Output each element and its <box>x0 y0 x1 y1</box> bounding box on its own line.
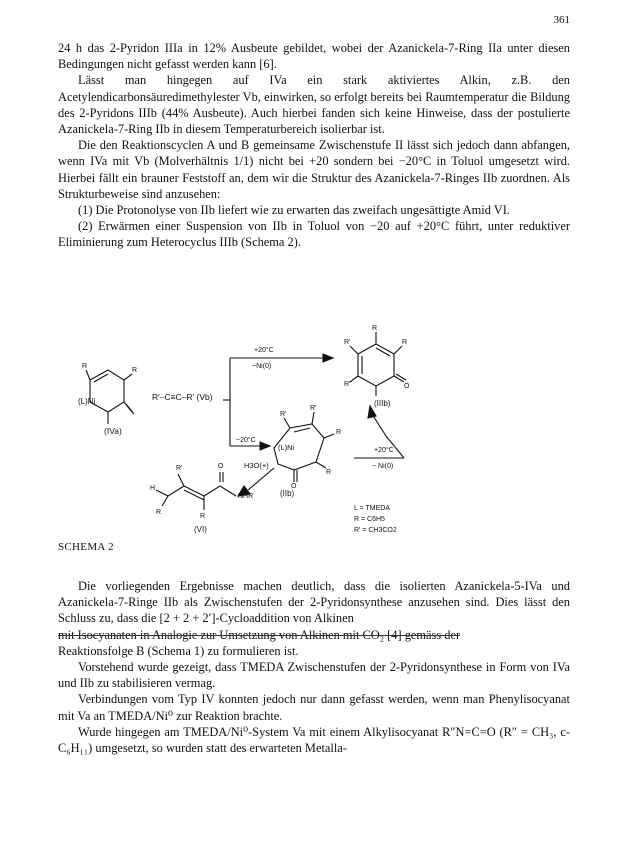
label-IIIb: (IIIb) <box>374 399 391 408</box>
label-VI: (VI) <box>194 525 207 534</box>
svg-text:R: R <box>372 325 378 332</box>
legend-R: R = C6H5 <box>354 516 385 523</box>
structure-VI <box>168 486 236 496</box>
svg-text:R': R' <box>176 465 183 472</box>
svg-text:R: R <box>336 429 342 436</box>
svg-text:R': R' <box>310 405 317 412</box>
legend-ligand: L = TMEDA <box>354 505 390 512</box>
svg-text:R': R' <box>344 381 351 388</box>
right-arrow-temp: +20°C <box>374 447 394 454</box>
paragraph: Lässt man hingegen auf IVa ein stark aktiviertes Alkin, z.B. den Acetylendicarbonsäuredimethylester Vb, einwirken, so erfolgt bereits bei Raumtemperatur die Bildung des 2-Pyridons IIIb (44% Ausbeute). Auch hierbei fanden sich keine Hinweise, dass der postulierte Azanickela-7-Ring IIb in diesem Temperaturbereich isolierbar ist. <box>58 73 570 137</box>
svg-text:R: R <box>326 469 332 476</box>
protonolysis-label: H3O(+) <box>244 461 269 470</box>
paragraph: Verbindungen vom Typ IV konnten jedoch nur dann gefasst werden, wenn man Phenylisocyanat mit Va an TMEDA/Ni⁰ zur Reaktion brachte. <box>58 692 570 723</box>
body-text-top <box>58 40 570 251</box>
upper-arrow-temp: +20°C <box>254 347 274 354</box>
paragraph: Wurde hingegen am TMEDA/Ni⁰-System Va mit einem Alkylisocyanat R″N=C=O (R″ = CH₃, c-C₆H₁₁) umgesetzt, so wurden statt des erwarteten Metalla- <box>58 724 570 756</box>
paragraph: (1) Die Protonolyse von IIb liefert wie zu erwarten das zweifach ungesättigte Amid VI. <box>78 203 510 218</box>
arrow-protonolysis <box>248 468 274 490</box>
scheme-caption: SCHEMA 2 <box>58 541 114 553</box>
paragraph: Die den Reaktionscyclen A und B gemeinsame Zwischenstufe II lässt sich jedoch dann abfangen, wenn IVa mit Vb (Molverhältnis 1/1) nicht bei +20 sondern bei −20°C in Toluol umgesetzt wird. Hierbei fällt ein brauner Feststoff an, dem wir die Struktur des Azanickela-7-Ringes IIb zuordnen. Als Strukturbeweise sind anzusehen: <box>58 138 570 201</box>
svg-text:NHR: NHR <box>238 493 254 500</box>
body-text-bottom <box>58 578 570 756</box>
svg-text:O: O <box>218 463 224 470</box>
paragraph: 24 h das 2-Pyridon IIIa in 12% Ausbeute gebildet, wobei der Azanickela-7-Ring IIa unter diesen Bedingungen nicht gefasst werden kann [6]. <box>58 41 570 72</box>
svg-text:H: H <box>150 485 156 492</box>
ligand-label-IIb: (L)Ni <box>278 443 295 452</box>
paragraph: Vorstehend wurde gezeigt, dass TMEDA Zwischenstufen der 2-Pyridonsynthese in Form von IVa und IIb zu stabilisieren vermag. <box>58 660 570 691</box>
svg-text:R': R' <box>344 339 351 346</box>
label-IVa: (IVa) <box>104 426 122 436</box>
reaction-scheme <box>58 318 570 558</box>
svg-text:O: O <box>291 483 297 490</box>
paragraph-struck: mit Isocyanaten in Analogie zur Umsetzung von Alkinen mit CO₂ [4] gemäss der <box>58 627 461 642</box>
svg-text:R: R <box>402 339 408 346</box>
legend-R-prime: R′ = CH3CO2 <box>354 527 397 534</box>
ring-IIIb <box>358 344 394 386</box>
right-arrow-ni: − Ni(0) <box>372 463 394 470</box>
reagent-label: R′–C≡C–R′ (Vb) <box>152 392 213 402</box>
arrow-right <box>372 414 386 436</box>
lower-arrow-temp: −20°C <box>236 437 256 444</box>
paragraph: (2) Erwärmen einer Suspension von IIb in Toluol von −20 auf +20°C führt, unter reduktiver Eliminierung zum Heterocyclus IIIb (Schema 2). <box>58 219 570 250</box>
svg-text:R: R <box>200 513 206 520</box>
page-number: 361 <box>553 14 570 26</box>
ligand-label: (L)Ni <box>78 397 96 406</box>
svg-text:R: R <box>156 509 162 516</box>
paragraph: Die vorliegenden Ergebnisse machen deutlich, dass die isolierten Azanickela-5-IVa und Azanickela-7-Ringe IIb als Zwischenstufen der 2-Pyridonsynthese anzusehen sind. Dies lässt den Schluss zu, dass die [2 + 2 + 2′]-Cycloaddition von Alkinen <box>58 579 570 626</box>
paragraph: Reaktionsfolge B (Schema 1) zu formulieren ist. <box>58 643 299 658</box>
svg-text:R: R <box>132 367 138 374</box>
label-IIb: (IIb) <box>280 489 295 498</box>
scheme-figure <box>58 318 570 558</box>
upper-arrow-ni: −Ni(0) <box>252 363 272 370</box>
svg-text:O: O <box>404 383 410 390</box>
svg-text:R: R <box>82 363 88 370</box>
svg-text:R': R' <box>280 411 287 418</box>
